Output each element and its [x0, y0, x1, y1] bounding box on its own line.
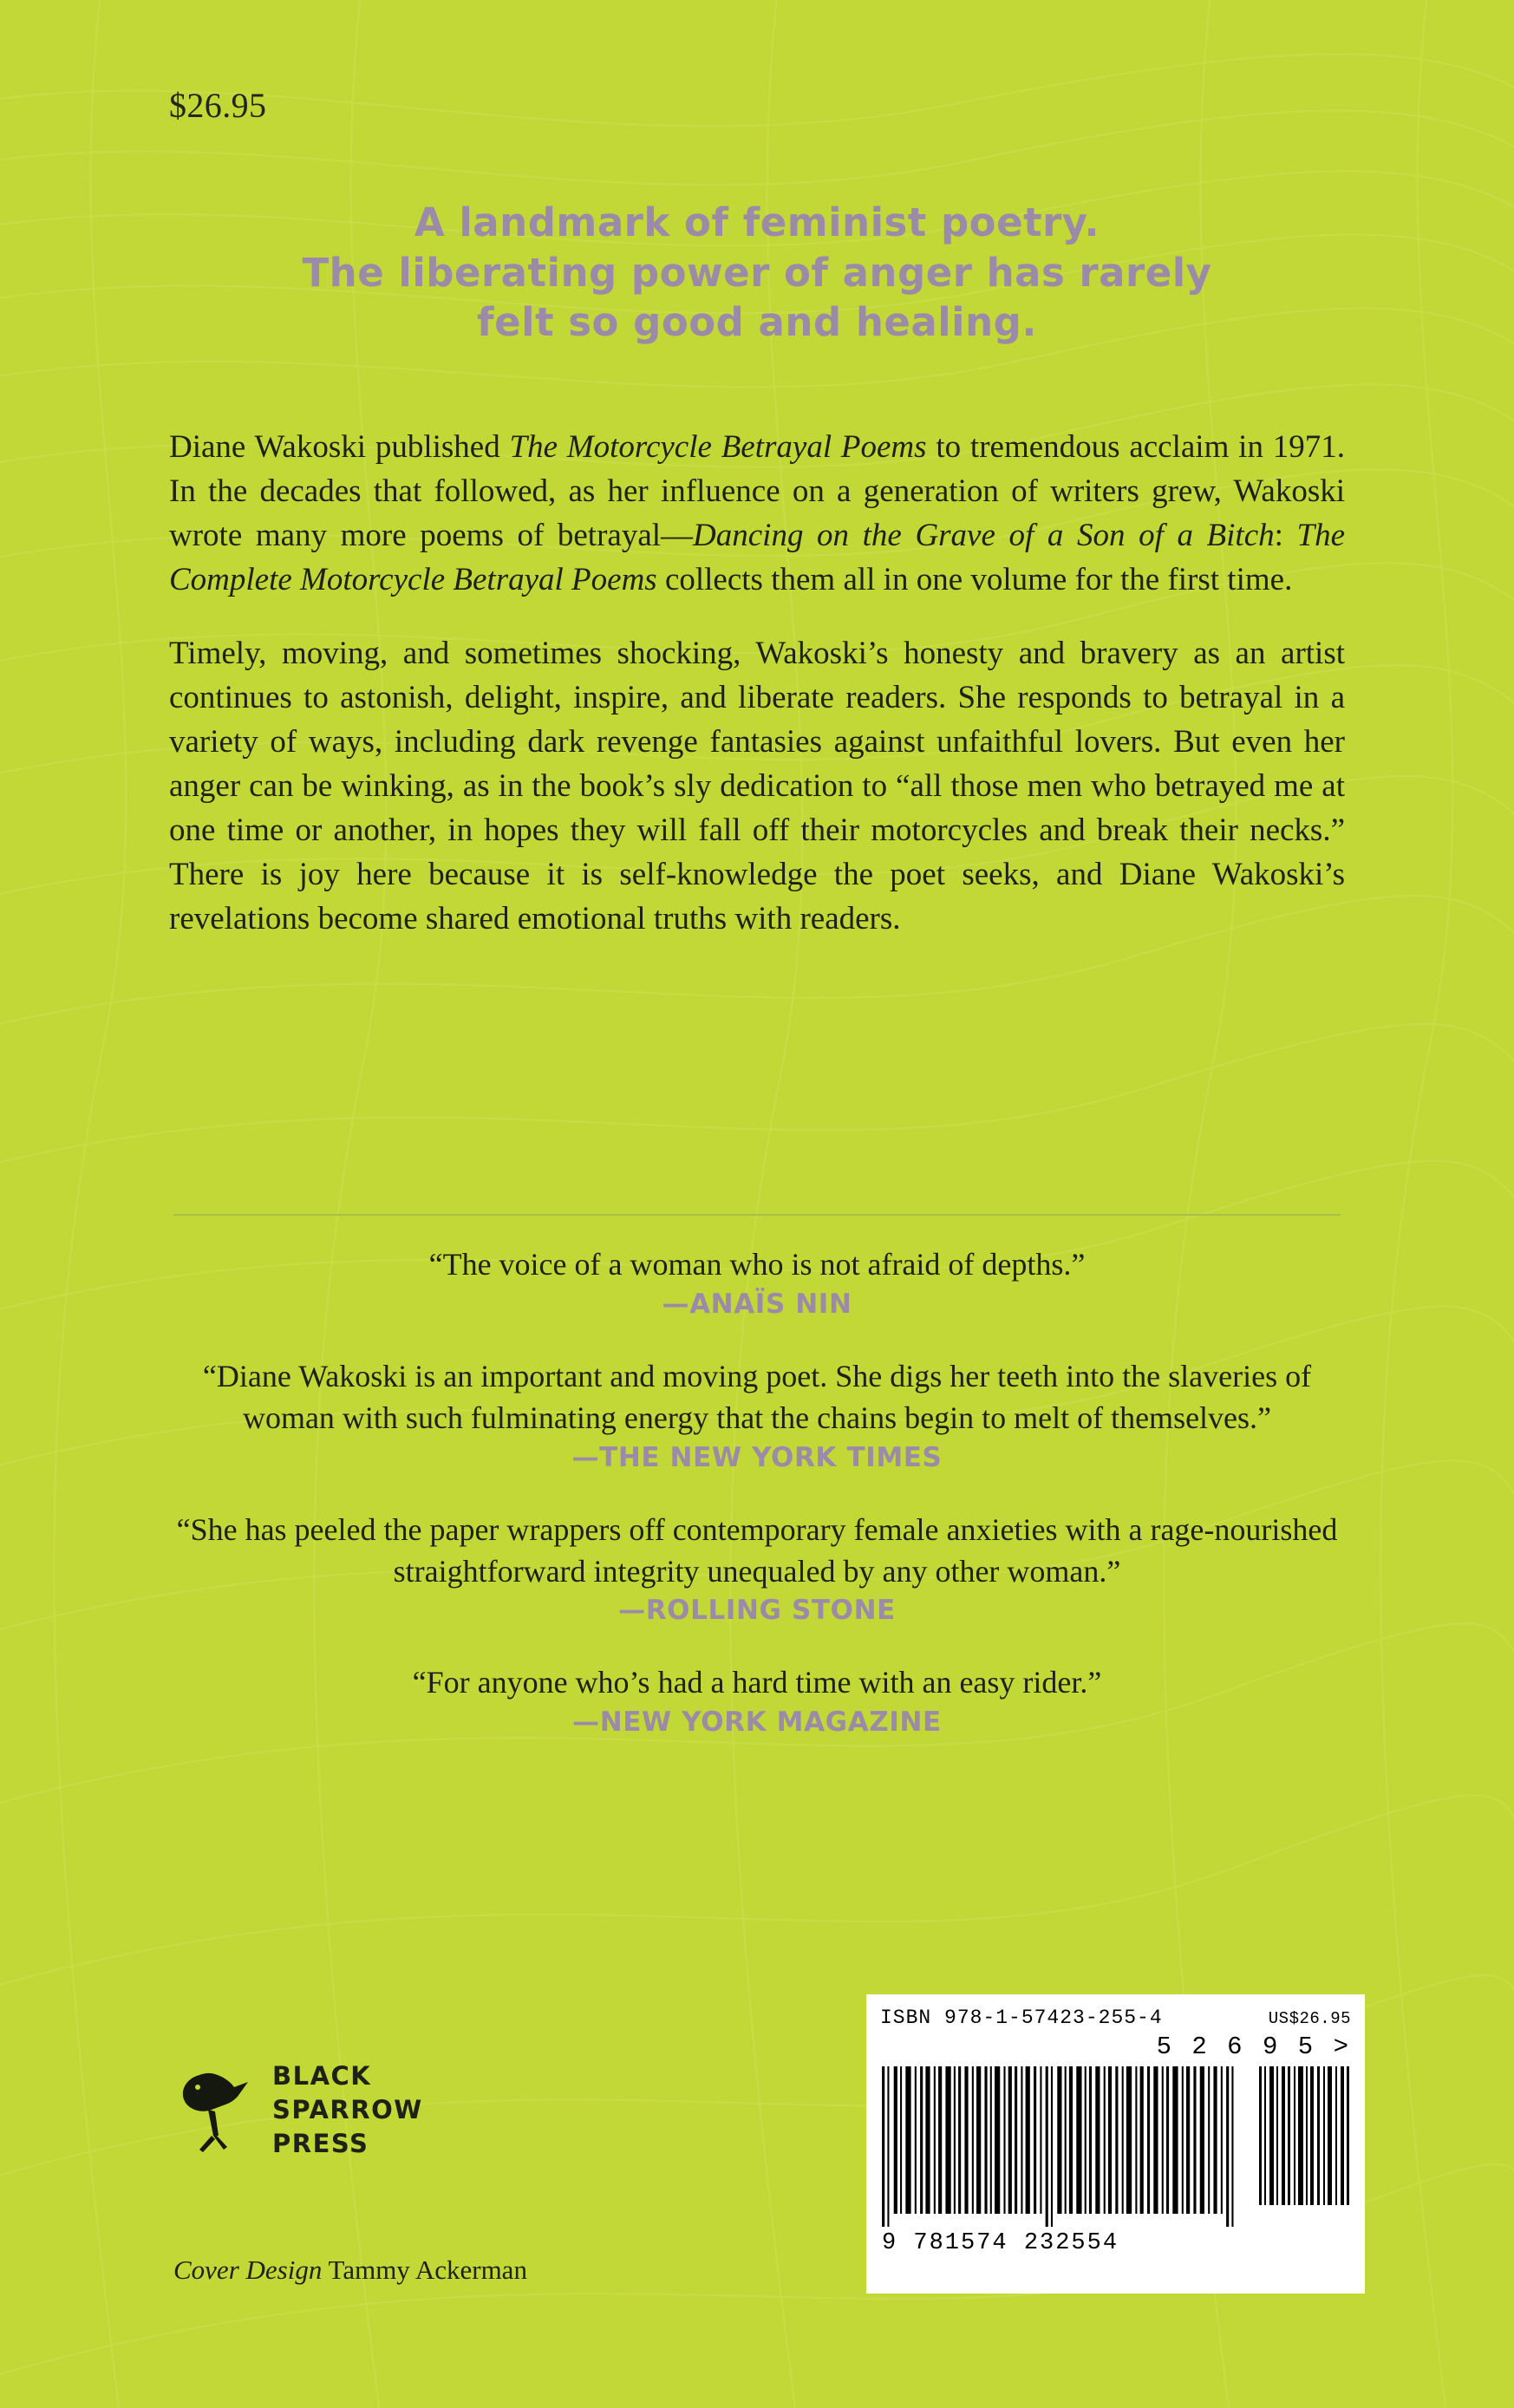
ean13-digits: 9 781574 232554 [882, 2230, 1119, 2256]
desc-p1-title1: The Motorcycle Betrayal Poems [509, 429, 927, 465]
desc-p1-title3: The Complete Motorcycle Betrayal Poems [169, 518, 1346, 598]
desc-p1-seg3: : [1274, 518, 1297, 554]
blurb-item [169, 1244, 1345, 1320]
blurb-item [169, 1356, 1345, 1473]
blurb-attribution: —ANAÏS NIN [662, 1288, 852, 1320]
desc-p1-seg1: Diane Wakoski published [169, 429, 510, 465]
headline-line-2: The liberating power of anger has rarely [302, 249, 1212, 296]
publisher-name-line-1: BLACK [272, 2061, 372, 2091]
desc-p1-seg2: to tremendous acclaim in 1971. In the decades that followed, as her influence on a generation of writers grew, Wakoski wrote many more poems of betrayal— [169, 429, 1345, 554]
description-paragraph-1 [169, 425, 1345, 602]
blurb-quote: “Diane Wakoski is an important and moving poet. She digs her teeth into the slaveries of woman with such fulminating energy that the chains begin to melt of themselves.” [202, 1358, 1312, 1435]
desc-p1-title2: Dancing on the Grave of a Son of a Bitch [693, 518, 1275, 554]
description-text [169, 425, 1345, 942]
cover-design-label: Cover Design [173, 2255, 323, 2285]
cover-design-credit [173, 2255, 527, 2286]
price-label: $26.95 [169, 86, 267, 125]
blurb-item [169, 1662, 1345, 1738]
ean5-addon-barcode-bars [1257, 2066, 1351, 2205]
blurb-item [169, 1510, 1345, 1627]
blurb-quote: “The voice of a woman who is not afraid of depths.” [428, 1247, 1086, 1282]
isbn-text: ISBN 978-1-57423-255-4 [880, 2007, 1163, 2029]
barcode-block [866, 1994, 1365, 2294]
blurb-quote: “She has peeled the paper wrappers off contemporary female anxieties with a rage-nourished straightforward integrity unequaled by any other woman.” [176, 1511, 1338, 1589]
publisher-name-line-2: SPARROW [272, 2095, 423, 2125]
sparrow-bird-icon [173, 2063, 253, 2158]
description-paragraph-2: Timely, moving, and sometimes shocking, Wakoski’s honesty and bravery as an artist continues to astonish, delight, inspire, and liberate readers. She responds to betrayal in a variety of ways, including dark revenge fantasies against unfaithful lovers. But even her anger can be winking, as in the book’s sly dedication to “all those men who betrayed me at one time or another, in hopes they will fall off their motorcycles and break their necks.” There is joy here because it is self-knowledge the poet seeks, and Diane Wakoski’s revelations become shared emotional truths with readers. [169, 636, 1345, 937]
blurb-attribution: —NEW YORK MAGAZINE [572, 1706, 942, 1739]
desc-p1-seg4: collects them all in one volume for the first time. [656, 562, 1293, 598]
publisher-name [272, 2059, 423, 2161]
headline-line-1: A landmark of feminist poetry. [414, 199, 1100, 245]
publisher-logo-block [173, 2059, 423, 2161]
headline [0, 198, 1514, 348]
divider-rule [173, 1214, 1341, 1216]
cover-design-name: Tammy Ackerman [328, 2255, 527, 2285]
blurb-attribution: —ROLLING STONE [618, 1595, 896, 1627]
blurb-attribution: —THE NEW YORK TIMES [571, 1441, 943, 1473]
blurb-quote: “For anyone who’s had a hard time with an easy rider.” [412, 1665, 1102, 1700]
barcode-price-text: US$26.95 [1268, 2009, 1351, 2028]
barcode-addon-digits: 5 2 6 9 5 > [1156, 2033, 1351, 2061]
ean13-barcode-bars [880, 2066, 1243, 2227]
headline-line-3: felt so good and healing. [477, 299, 1037, 346]
blurbs-list [169, 1244, 1345, 1774]
publisher-name-line-3: PRESS [272, 2129, 369, 2159]
